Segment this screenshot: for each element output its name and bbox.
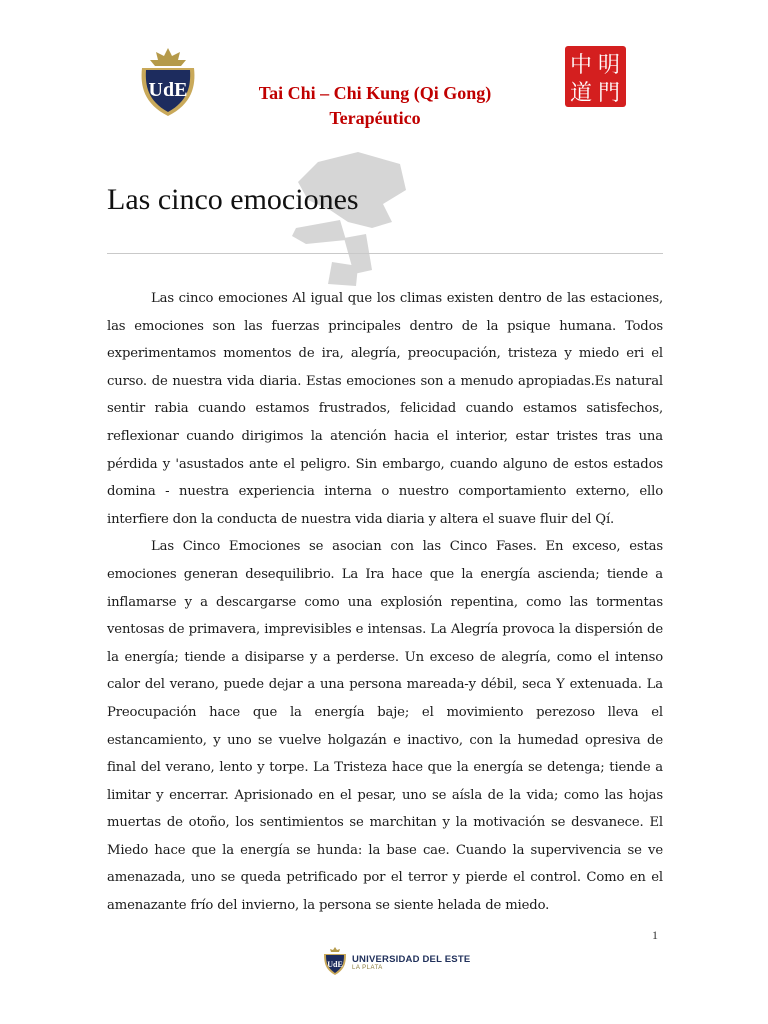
footer-university-city: LA PLATA — [352, 965, 383, 971]
title-divider — [107, 253, 663, 254]
svg-text:UdE: UdE — [327, 960, 343, 969]
document-title: Las cinco emociones — [107, 183, 359, 216]
page-number: 1 — [652, 928, 658, 942]
footer-crest-icon — [322, 946, 348, 976]
svg-text:道: 道 — [569, 81, 593, 106]
chinese-seal-icon — [563, 44, 628, 109]
header-subtitle: Terapéutico — [329, 108, 421, 128]
svg-text:中: 中 — [569, 53, 593, 78]
svg-text:UdE: UdE — [148, 79, 188, 101]
document-body — [107, 285, 663, 920]
tai-chi-figure-watermark-icon — [288, 152, 418, 287]
footer-university-name: UNIVERSIDAD DEL ESTE — [352, 954, 471, 965]
paragraph: Las Cinco Emociones se asocian con las Cinco Fases. En exceso, estas emociones generan desequilibrio. La Ira hace que la energía ascienda; tiende a inflamarse y a descargarse como una explosión repentina, como las tormentas ventosas de primavera, imprevisibles e intensas. La Alegría provoca la dispersión de la energía; tiende a disiparse y a perderse. Un exceso de alegría, como el intenso calor del verano, puede dejar a una persona mareada-y débil, seca Y extenuada. La Preocupación hace que la energía baje; el movimiento perezoso lleva el estancamiento, y uno se vuelve holgazán e inactivo, con la humedad opresiva de final del verano, lento y torpe. La Tristeza hace que la energía se detenga; tiende a limitar y encerrar. Aprisionado en el pesar, uno se aísla de la vida; como las hojas muertas de otoño, los sentimientos se marchitan y la motivación se desvanece. El Miedo hace que la energía se hunda: la base cae. Cuando la supervivencia se ve amenazada, uno se queda petrificado por el terror y pierde el control. Como en el amenazante frío del invierno, la persona se siente helada de miedo. — [107, 539, 663, 914]
university-crest-icon — [136, 46, 200, 118]
svg-text:門: 門 — [597, 81, 621, 106]
footer-university-logo — [322, 946, 471, 976]
header-title: Tai Chi – Chi Kung (Qi Gong) — [258, 83, 492, 103]
svg-text:明: 明 — [597, 53, 621, 78]
paragraph: Las cinco emociones Al igual que los climas existen dentro de las estaciones, las emociones son las fuerzas principales dentro de la psique humana. Todos experimentamos momentos de ira, alegría, preocupación, tristeza y miedo eri el curso. de nuestra vida diaria. Estas emociones son a menudo apropiadas.Es natural sentir rabia cuando estamos frustrados, felicidad cuando estamos satisfechos, reflexionar cuando dirigimos la atención hacia el interior, estar tristes tras una pérdida y 'asustados ante el peligro. Sin embargo, cuando alguno de estos estados domina - nuestra experiencia interna o nuestro comportamiento externo, ello interfiere don la conducta de nuestra vida diaria y altera el suave fluir del Qí. — [107, 291, 663, 527]
